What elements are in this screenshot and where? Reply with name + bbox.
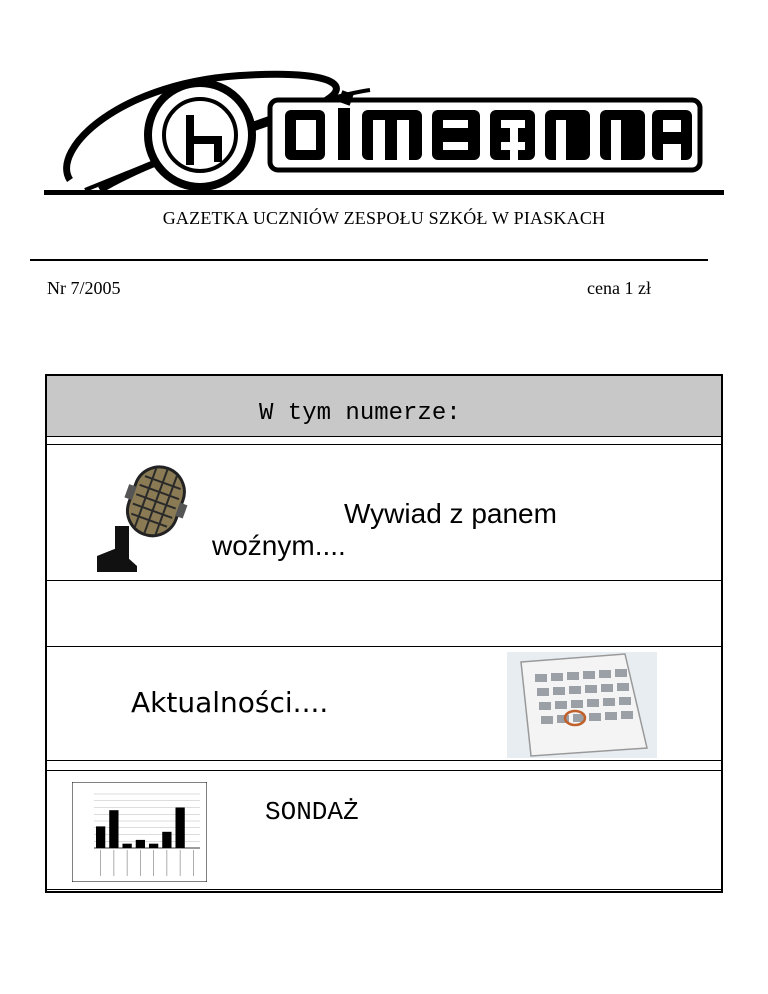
row-divider: [47, 580, 721, 581]
chart-bar: [162, 832, 171, 848]
row-divider: [47, 889, 721, 890]
issue-number: Nr 7/2005: [47, 278, 121, 298]
chart-bar: [136, 840, 145, 848]
chart-bar: [109, 810, 118, 848]
chart-bar: [96, 826, 105, 848]
issue-price: cena 1 zł: [587, 278, 651, 298]
contents-header: [47, 376, 721, 437]
gimzetka-logo: [40, 40, 740, 200]
row-divider: [47, 444, 721, 445]
news-title[interactable]: Aktualności....: [131, 686, 329, 719]
newspaper-subtitle: GAZETKA UCZNIÓW ZESPOŁU SZKÓŁ W PIASKACH: [162, 208, 606, 228]
chart-bar: [122, 844, 131, 848]
interview-title-line1: Wywiad z panem: [344, 498, 557, 529]
row-divider: [47, 646, 721, 647]
row-divider: [47, 760, 721, 761]
interview-title[interactable]: [212, 498, 632, 562]
survey-chart-thumbnail: [72, 782, 207, 882]
chart-bar: [149, 844, 158, 848]
microphone-icon: [97, 456, 193, 572]
subtitle-rule: [30, 259, 708, 261]
interview-title-line2: woźnym....: [212, 530, 346, 561]
chart-bar: [175, 808, 184, 849]
row-divider: [47, 770, 721, 771]
contents-heading: W tym numerze:: [259, 400, 461, 427]
survey-title[interactable]: SONDAŻ: [265, 797, 359, 827]
contents-box: [45, 374, 723, 893]
calendar-icon: [507, 652, 657, 758]
masthead-rule: [44, 190, 724, 195]
